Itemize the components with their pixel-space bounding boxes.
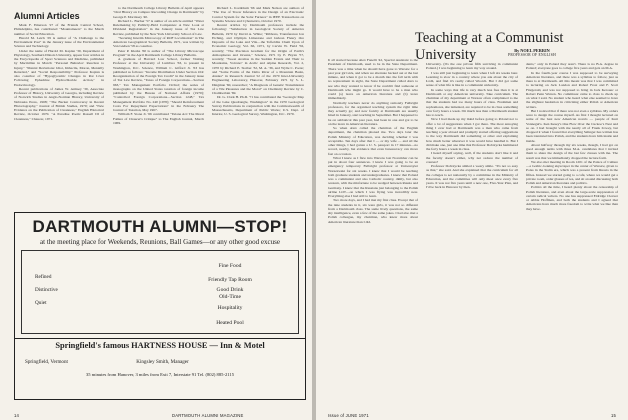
ad-amenity: Friendly Tap Room: [208, 277, 252, 284]
hotel-advertisement: [14, 212, 306, 400]
article-column-2: [426, 62, 518, 406]
paragraph: Harold M. Leich '29 is author of "A Challenge to the Environment Post" in the January issue of the Environmental Science and Technology.: [14, 35, 104, 49]
ad-qualities: [35, 271, 58, 310]
paragraph: Peter P. Klerks '60 is author of "The Library Microscope Program" in the April Dartmouth College Library Bulletin.: [113, 48, 204, 57]
paragraph: Recent publications of James W. Armsey '39, Associate Professor of History, University of Georgia, including Review of Norwich Studies in Anglo-Norman History, University of Nebraska Press, 1968; "The Becket Controversy in Recent Historiography," Journal of British Studies, 1970; and "New Evidence on the Publication of Cleanness," English Historical Review, October 1970. "A Paradise Poem: Rassell III of Cleanness," Chaucer, 1971.: [14, 86, 104, 121]
paragraph: William F. Stone Jr. '66 contributed "Tulane Art: The Moral Failure of Chaucer's Critique" to The English Journal, March 1969.: [113, 112, 204, 125]
paragraph: University. (It's the one private fifth surviving in communist Poland.) I was beginning to learn my way around.: [426, 62, 518, 71]
paragraph: Recent articles by Dartmouth professors include the following: "Subduction in Geological Society of America Bulletin, 1970 by David A. White; "Ribbons, Transference Ion Etching, and Olympia Limestone and Gideon Fleury Ore Deposits of the Lake and Vile—the Tofieldite Chem Upon of Economic Geology, Vol. 66, 1971, by Carvin W. Field '56, recently; "The Precision Gradient for the Origin of Earth's Atmospheres and Oceans," Science, 1971 by E. Bryan '57, recently; "Sweet Aromas in the Sudden Events and Their to Mountains, Volcano" in Arctic and Alpine Research, Vol. 2, 1970 by Richard E. Stoiber '32, M. A. '36, and Wylie C. Poole; and "Some Forms of the Delta River of a Mountain Basin, Alaska" in Research Journal 52 of the 1970 Inter-University Engineering Laboratory, Hanover, February 1971 by S. L. Dingman '60, researcher; "A Diagnosis of Genetic Transmission of a Tile Pleasures and the Moral" on Chemistry Review by C. Chamberlain '69.: [212, 23, 304, 95]
ad-manager: Kingsley Smith, Manager: [136, 359, 189, 365]
paragraph: Politics all the time, I heard plenty about the censorship of Polish literature, and even about the large-scale suppression of certain radical writers. No one has suppressed Eldridge Cleaver or Abbie Hoffman, and both the students and I agreed that Americans have much more freedom to write what we like than they have.: [526, 185, 618, 211]
issue-date: Issue of JUNE 1971: [328, 413, 369, 418]
paragraph: "Securing Interim Microscopy of ROF Localization" in The American Geographical Society Bulletin, 1971, was written by Van Gieben '58 as coauthor.: [113, 35, 204, 49]
ad-location: [25, 359, 295, 365]
byline: By NOEL PERRIN: [514, 48, 550, 53]
ad-amenity: Hospitality: [217, 305, 243, 312]
paragraph: What I knew as I flew into Warsaw last November can be put in about four sentences. I knew I was going to be an emergency temporary Fulbright professor at Uniwersytet Warszawski for six weeks. I knew that I would be teaching both graduate students and undergraduates. I knew that Poland was a communist and also Catholic country, dimly, but also western, with the misfortune to be wedged between Russia and Germany. I knew that the Russians just belonging to the Polish airline LOT—on which I was flying was incredibly new. Everything else I had still to learn.: [328, 155, 418, 198]
ad-quality: Quiet: [35, 300, 47, 306]
section-title: Alumni Articles: [14, 11, 80, 21]
paragraph: In some ways that life is very much less free than it is at Dartmouth or any American university. Take curriculum. The chairman of my department at Warsaw often complained to me that the students had too many hours of class. Freshmen and sophomores, she lamented, are required to be in class something over forty hours a week. I'm much less than a Dartmouth student has to teach.: [426, 87, 518, 117]
paragraph: Under the name of Harold M. Kaplan '30, Department of Physiology, Southern Illinois University, appear four articles in the Encyclopedia of Sport Sciences and Medicine, published by Macmillan in March: "Personal Behavior: Reaction to Injury," "Mental Deviations: Idiot, Imbecile, Moron, Mentally Retarded," and "Social Responsibility." Professor Kaplan is also coauthor of "Hypoglycemic Changes in Rat Liver Following Ephedrine Hydrochloride Action," in Endocrinology.: [14, 48, 104, 87]
right-page: [316, 0, 628, 420]
article-column-2: [113, 6, 204, 208]
page-number: 15: [611, 413, 617, 418]
left-page: [0, 0, 312, 420]
page-number: 14: [14, 413, 20, 418]
article-column-3: [212, 6, 304, 208]
paragraph: Mark F. Emerson '27 of the Friends Central School, Philadelphia, has contributed "Mountaineers" to the March number of Social Education.: [14, 23, 104, 36]
paragraph: Professor Dobrzycka smiled a weary smile. "It's not so easy as that," she said. And she explained that the curriculum for all the colleges is set nationally by a committee in the Ministry of Education, and the committee will only meet once every five years. It was not five years until a new one, Five-Year Plan, and I'd be back in Hanover by then.: [426, 164, 518, 190]
ad-amenity: Heated Pool: [216, 319, 244, 326]
paragraph: Richard L. Bucher '57 is author of an article entitled "Water Rulemaking by Publicly-Held Companies: A New Look at Dividend Registration" in the January issue of Tax Law Review, published by the New York University School of Law.: [113, 18, 204, 36]
article-column-3: [526, 62, 618, 406]
ad-quality: Refined: [35, 274, 52, 280]
ad-amenity: Old-Time: [219, 294, 241, 301]
paragraph: I heard myself saying, well, if the students don't like it and the faculty doesn't either, why not reduce the number of courses?: [426, 151, 518, 164]
paragraph: About halfway through my six weeks, though, I had got on good enough terms with three M.A. candidates that I invited them to share the design of the last few classes with me. The result was that we immediately dropped the lecture form.: [526, 142, 618, 160]
paragraph: It all started because Alex Fanelli '42, Special Assistant to the President of Dartmouth, used to be in the State Department. There was a time when he should have gone to Warsaw for a past year girl sick, and when we alternate backed out at the last minute, and when it got to be a month into the fall term with no replacement in sight, the State Department called Alex to see who they wanted to know if he couldn't find someone at Dartmouth who might go. It would have to be a man who could (a) leave on American literature and (b) leave immediately.: [328, 58, 418, 101]
article-title: Teaching at a Communist University: [415, 30, 564, 63]
article-column-1: [14, 23, 104, 208]
ad-headline: DARTMOUTH ALUMNI—STOP!: [32, 217, 288, 236]
paragraph: Richard L. Kornblum '66 and Mark Nelson are authors of "The Use of Tracer Inference in the Design of an Electronic Control System for the Solar Furnace" in IEEE Transactions on Systems Science and Cybernetics, October 1970.: [212, 6, 304, 23]
paragraph: Two more days, and I had met my first class. Except that of the nine students in it, six were girls, it was not so different from a Dartmouth class. The same lively questions, the same shy intelligence, even a few of the same jokes. I had also met a Polish colleague, my chairman, who knew more about American literature than I did.: [328, 198, 418, 224]
ad-amenity: Good Drink: [216, 287, 244, 294]
ad-subhead: at the meeting place for Weekends, Reunions, Ball Games—or any other good excuse: [40, 238, 280, 246]
magazine-name: DARTMOUTH ALUMNI MAGAZINE: [172, 413, 244, 418]
paragraph: Dr. G. Clark H. Ph.D. '71 has contributed the "Geologic Map of the Lake Quadrangle, Washington" in the 1970 Geological Survey Publications in conjunction with the Commonwealth of Massachusetts, Department of Public Works; U.S. Dept. of Interior, U. S. Geological Survey, Washington, D.C. 1970.: [212, 95, 304, 117]
paragraph: So when Alex called the chairman of the English department, the chairman phoned me. Two days later the Polish Ministry of Education, was deciding whether I was acceptable. Ten days after that I — or my wife — and all the other things, I had gotten a U. S. passport in 17 minutes—no record, nearby, but evidence that even bureaucracy can move fast on occasion.: [328, 126, 418, 156]
paragraph: In the fourth-year course I was supposed to be surveying American literature, and there was a syllabus to follow, just as there is at Dartmouth. All this meant was that I was committed to lecturing on Jack London and Robert Frost and F. Scott Fitzgerald, and was not supposed to bring in Jack Kerouac or Robert Penn Warren. No commissar came to class to check up on what I said. No student who heard what else seemed to have the slightest hesitation in criticizing either Polish or American writers.: [526, 70, 618, 109]
paragraph: I was still just beginning to learn when I left six weeks later. Learning is slow in a country where you ask about the city of Łódź, and find it's really called Wootch. But I did get some sense of what life is like in a communist university.: [426, 70, 518, 88]
ad-address: 35 minutes from Hanover, 3 miles from Exit 7, Interstate 91 Tel. (802) 885-2115: [86, 372, 234, 377]
ad-amenity: Fine Food: [218, 263, 242, 269]
paragraph: dents," only in Poland they aren't. There is no B.A. degree in Poland; everyone goes to college five years and gets an M.A.: [526, 62, 618, 71]
paragraph: A graduate of Harvard Law School, former Visiting Professor at the University of Lumbwa '63, is present in Washington, D.C. Science, William C. Gifford Jr. '63 has published as follows: "Income Distribution Under Section 104: Reorganization of the Foreign Tax Credit" in the January issue of Tax Law Review, "Taxes of Foreign Corporations—Section 963," Tax Management Portfolio 19/2nd; the series of monographs on the United States taxation of foreign income published by the Bureau of National Affairs (1970); "Controlled Foreign Corporations—Section 1248," Tax Management Portfolio No. 240 (1970); "Should Reinforcement Costs For Repayment Expectations" in the February The Journal of Taxation, May 1967.: [113, 57, 204, 112]
paragraph: Now I had made up my mind before going to Poland not to offer a lot of suggestions when I got there. The most annoying thing I ever had at Dartmouth was a man who came from teaching a year abroad and promptly started offering suggestions to the way Dartmouth did something or other and explaining how much better wherever it was would have handled it. But I did make one, just one time that Professor Dobrzycka hammered the forty hours a week in class.: [426, 117, 518, 151]
paragraph: to the Dartmouth College Library Bulletin of April appears "Oral History on Campus: Recording Change in Dartmouth" by George P. Morrissey '40.: [113, 6, 204, 19]
article-column-1: [328, 58, 418, 406]
ad-amenities: [185, 259, 275, 330]
ad-hotel-name: Springfield's famous HARTNESS HOUSE — Inn & Motel: [55, 341, 265, 350]
paragraph: But I noticed that if there was not even a syllabus. My orders were to design the course myself. As first I thought lectured on some of the best new American novels — people of Kurt Vonnegut's. Ken Kesey's One Flew Over the Cuckoo's Nest and so on. I had brought with me nearly all of Frank Zowey, but dropped it when I found that everything Salinger has written has been translated into Polish, and the students have him inside and inside.: [526, 108, 618, 143]
paragraph: Normally teachers never do anything remotely Fulbright professors, for the organized teaching system the right time they actually go; and new faculty at Dartmouth are usually hired in January, start teaching in September. But I happened to be on sabbatical this past year, had been in one and got to be on the leave in American literature.: [328, 100, 418, 126]
ad-quality: Distinctive: [35, 287, 58, 293]
ad-city: Springfield, Vermont: [25, 359, 68, 365]
paragraph: We also met meeting in Room 1201 of the Palace of Culture—a Gothic-looking skyscraper in the center of Warsaw, given to Poles in the Stalin era, which was a present from Russia in the fifties. Instead we started going to a café, where we would get a private room, order glasses of tea, and sit around discussing both Polish and American literature and politics.: [526, 159, 618, 185]
byline-role: PROFESSOR OF ENGLISH: [508, 53, 556, 57]
ad-divider: [15, 338, 305, 339]
